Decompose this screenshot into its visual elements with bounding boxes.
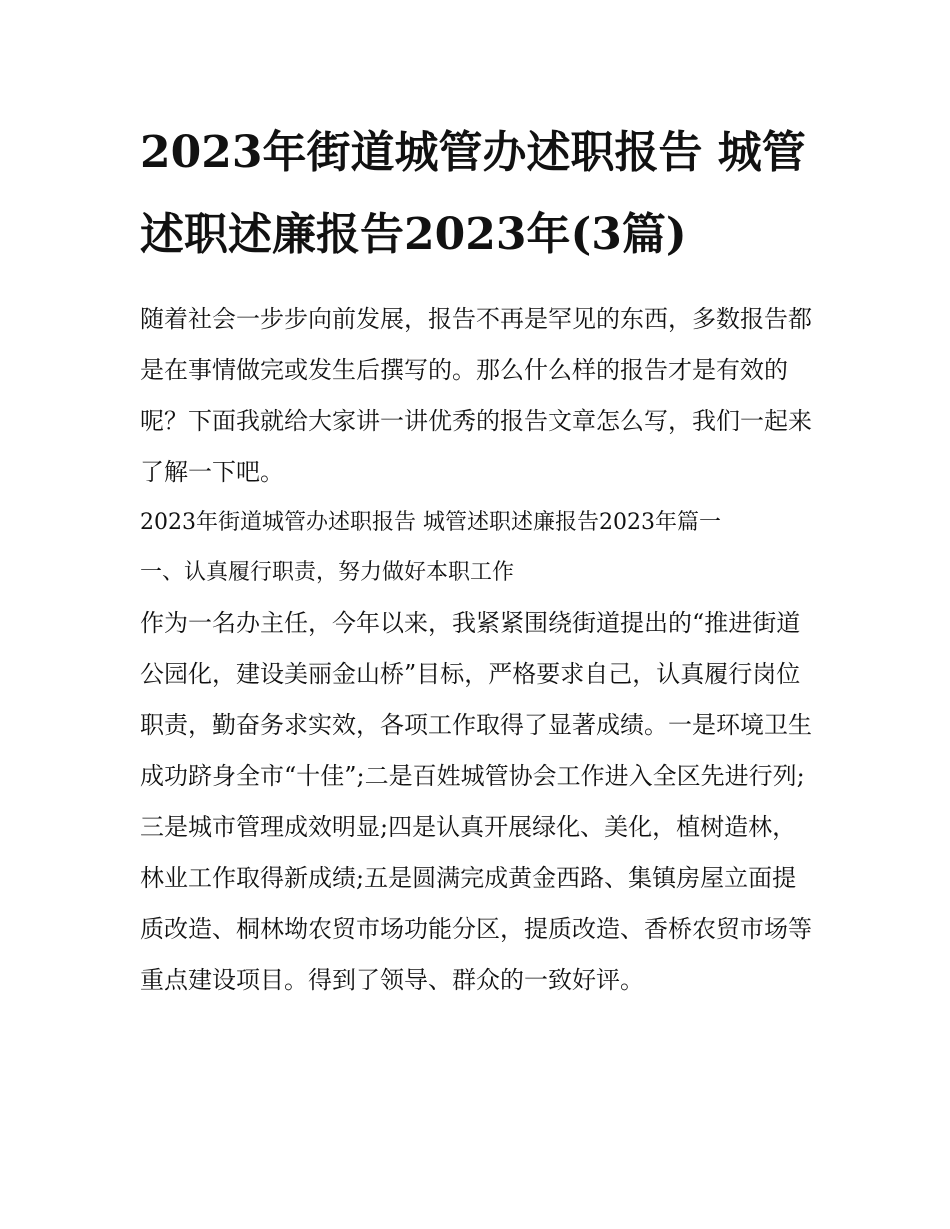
document-title: 2023年街道城管办述职报告 城管述职述廉报告2023年(3篇) [140, 127, 806, 260]
subsection-title: 一、认真履行职责，努力做好本职工作 [140, 560, 515, 585]
intro-paragraph: 随着社会一步步向前发展，报告不再是罕见的东西，多数报告都是在事情做完或发生后撰写的。那么什么样的报告才是有效的呢？下面我就给大家讲一讲优秀的报告文章怎么写，我们一起来了解一下吧。 [140, 305, 812, 486]
section-title: 2023年街道城管办述职报告 城管述职述廉报告2023年篇一 [140, 510, 721, 535]
body-paragraph: 作为一名办主任，今年以来，我紧紧围绕街道提出的“推进街道公园化，建设美丽金山桥”目标，严格要求自己，认真履行岗位职责，勤奋务求实效，各项工作取得了显著成绩。一是环境卫生成功跻身全市“十佳”;二是百姓城管协会工作进入全区先进行列;三是城市管理成效明显;四是认真开展绿化、美化，植树造林，林业工作取得新成绩;五是圆满完成黄金西路、集镇房屋立面提质改造、桐林坳农贸市场功能分区，提质改造、香桥农贸市场等重点建设项目。得到了领导、群众的一致好评。 [140, 609, 812, 994]
document-page [140, 112, 820, 1006]
